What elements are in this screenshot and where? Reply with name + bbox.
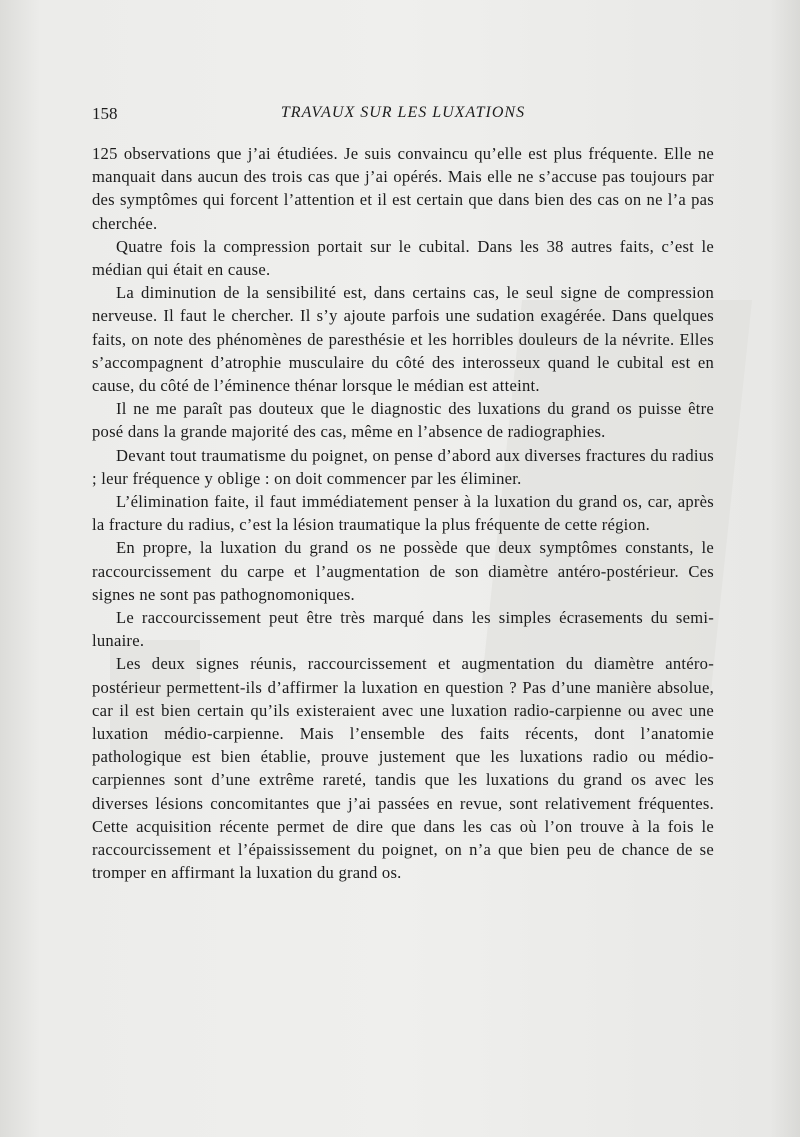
paragraph: En propre, la luxation du grand os ne possède que deux symptômes constants, le raccourcissement du carpe et l’augmentation de son diamètre antéro-postérieur. Ces signes ne sont pas pathognomoniques. bbox=[92, 538, 714, 604]
paragraph: L’élimination faite, il faut immédiatement penser à la luxation du grand os, car, après la fracture du radius, c’est la lésion traumatique la plus fréquente de cette région. bbox=[92, 492, 714, 535]
paragraph: Il ne me paraît pas douteux que le diagnostic des luxations du grand os puisse être posé dans la grande majorité des cas, même en l’absence de radiographies. bbox=[92, 399, 714, 442]
paragraph: 125 observations que j’ai étudiées. Je suis convaincu qu’elle est plus fréquente. Elle ne manquait dans aucun des trois cas que j’ai opérés. Mais elle ne s’accuse pas toujours par des symptômes qui forcent l’attention et il est certain que dans bien des cas on ne l’a pas cherchée. bbox=[92, 144, 714, 233]
paragraph: Devant tout traumatisme du poignet, on pense d’abord aux diverses fractures du radius ; leur fréquence y oblige : on doit commencer par les éliminer. bbox=[92, 445, 714, 488]
page-header bbox=[92, 104, 714, 128]
paragraph: Quatre fois la compression portait sur le cubital. Dans les 38 autres faits, c’est le médian qui était en cause. bbox=[92, 236, 714, 280]
paragraph: La diminution de la sensibilité est, dans certains cas, le seul signe de compression nerveuse. Il faut le chercher. Il s’y ajoute parfois une sudation exagérée. Dans quelques faits, on note des phénomènes de paresthésie et les horribles douleurs de la névrite. Elles s’accompagnent d’atrophie musculaire du côté des interosseux quand le cubital est en cause, du côté de l’éminence thénar lorsque le médian est atteint. bbox=[92, 283, 714, 396]
paragraph: Le raccourcissement peut être très marqué dans les simples écrasements du semi-lunaire. bbox=[92, 608, 714, 651]
paragraph: Les deux signes réunis, raccourcissement et augmentation du diamètre antéro-postérieur permettent-ils d’affirmer la luxation en question ? Pas d’une manière absolue, car il est bien certain qu’ils existeraient avec une luxation radio-carpienne ou avec une luxation médio-carpienne. Mais l’ensemble des faits récents, dont l’anatomie pathologique est bien établie, prouve justement que les luxations radio ou médio-carpiennes sont d’une extrême rareté, tandis que les luxations du grand os avec les diverses lésions concomitantes que j’ai passées en revue, sont relativement fréquentes. Cette acquisition récente permet de dire que dans les cas où l’on trouve à la fois le raccourcissement et l’épaississement du poignet, on n’a que bien peu de chance de se tromper en affirmant la luxation du grand os. bbox=[92, 654, 714, 883]
running-head: TRAVAUX SUR LES LUXATIONS bbox=[280, 104, 526, 121]
page-number: 158 bbox=[92, 104, 118, 123]
body-text bbox=[92, 142, 714, 885]
